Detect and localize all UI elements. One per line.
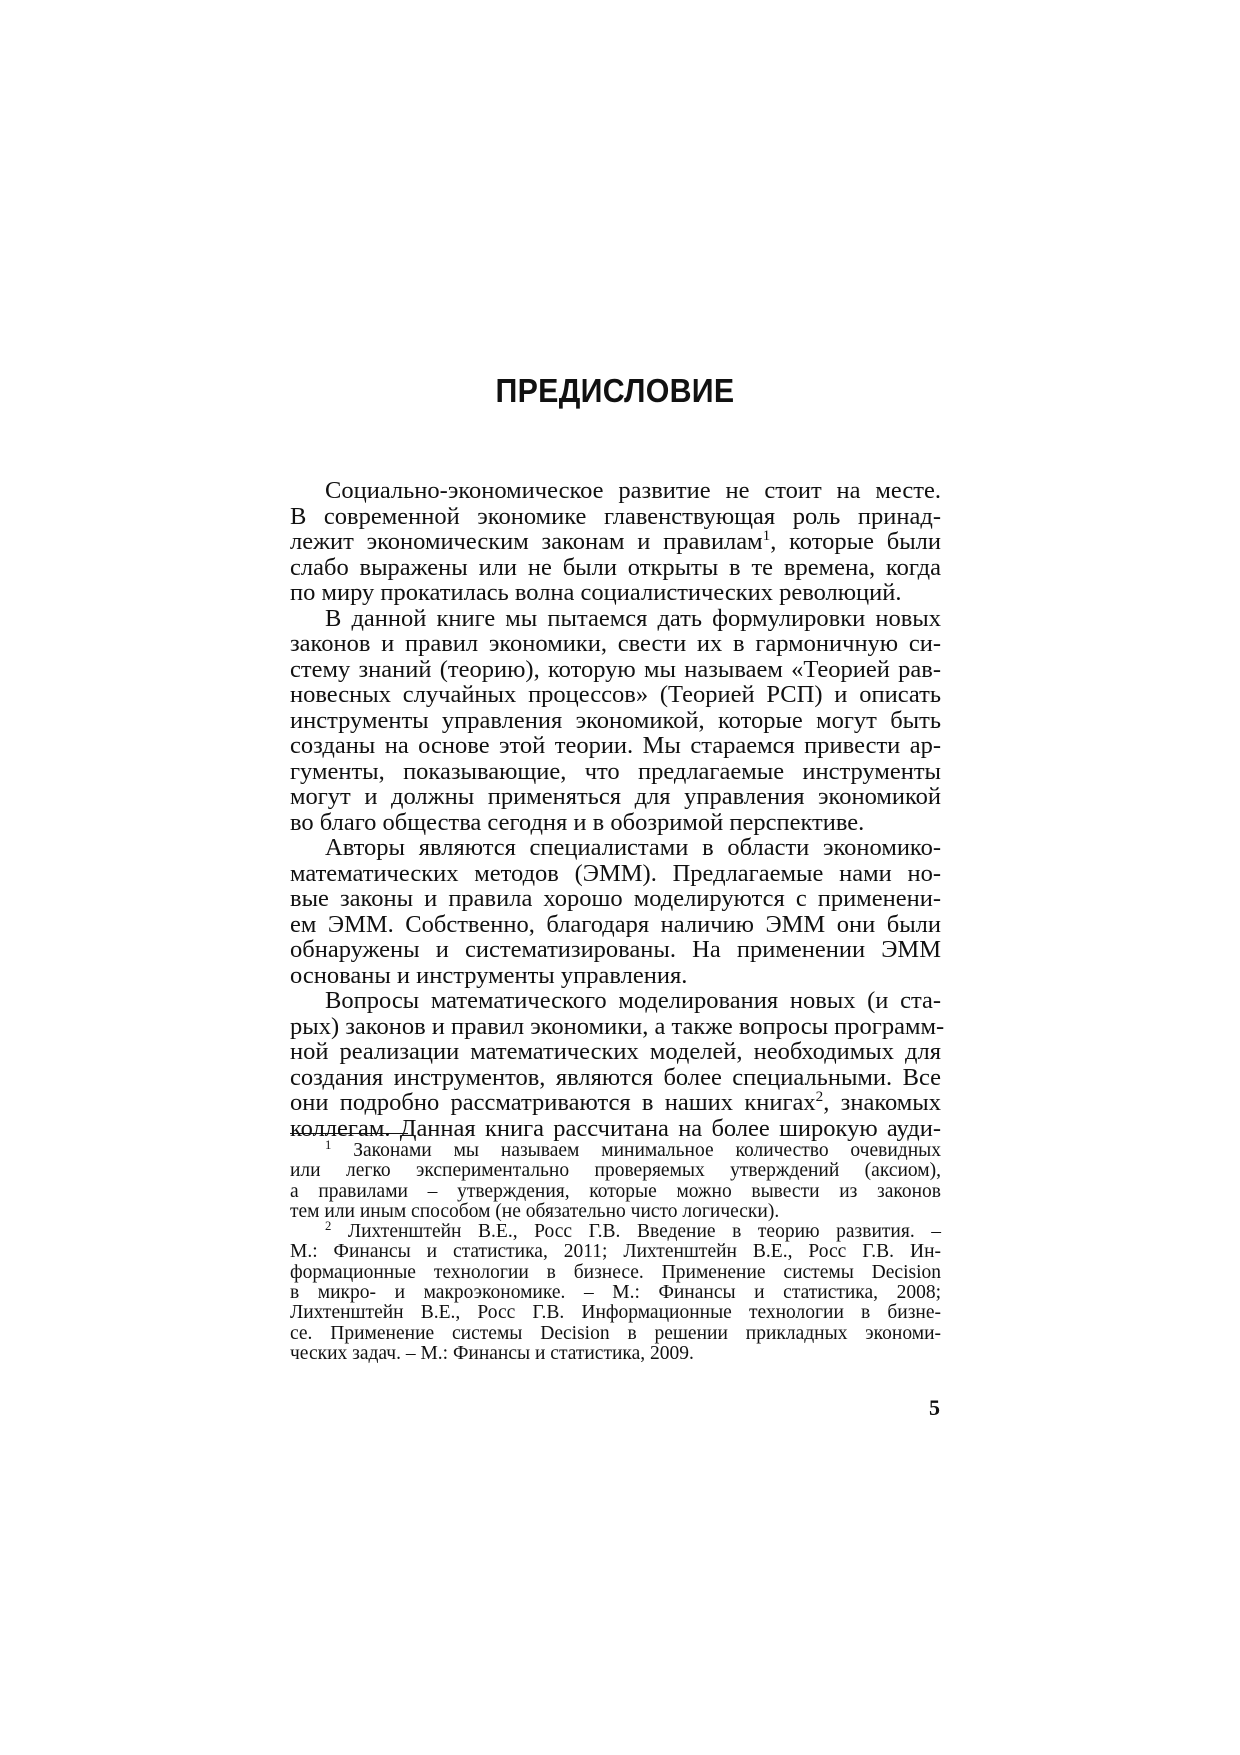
text-line: Вопросы математического моделирования новых (и ста- [325,987,941,1014]
text-line: основаны и инструменты управления. [290,961,688,989]
text-line: созданы на основе этой теории. Мы стараемся привести ар- [290,732,941,759]
text-line: по миру прокатилась волна социалистических революций. [290,579,902,606]
footnote-line: или легко экспериментально проверяемых утверждений (аксиом), [290,1160,941,1182]
text-fragment: лежит экономическим законам и правилам [290,528,763,555]
text-line: во благо общества сегодня и в обозримой перспективе. [290,808,865,836]
footnote-line: се. Применение системы Decision в решении прикладных экономи- [290,1322,941,1344]
text-fragment: , знакомых [823,1089,941,1116]
text-line: обнаружены и систематизированы. На применении ЭММ [290,936,941,963]
footnote-2 [290,1219,941,1243]
footnote-1 [290,1138,941,1161]
footnote-separator [290,1133,408,1134]
footnote-line: ческих задач. – М.: Финансы и статистика, 2009. [290,1342,694,1364]
text-line: Авторы являются специалистами в области экономико- [325,834,941,861]
footnote-ref-1: 1 [762,526,771,544]
footnote-line: Лихтенштейн В.Е., Росс Г.В. Информационные технологии в бизне- [290,1302,941,1324]
text-line: математических методов (ЭММ). Предлагаемые нами но- [290,859,941,887]
text-fragment: Законами мы называем минимальное количество очевидных [331,1140,941,1161]
text-line: могут и должны применяться для управления экономикой [290,783,941,810]
footnote-ref-2: 2 [815,1087,824,1105]
text-line [290,1087,941,1116]
footnote-marker: 2 [325,1219,332,1234]
footnote-line: формационные технологии в бизнесе. Применение системы Decision [290,1261,941,1283]
footnote-line: М.: Финансы и статистика, 2011; Лихтенштейн В.Е., Росс Г.В. Ин- [290,1241,941,1263]
text-line: стему знаний (теорию), которую мы называем «Теорией рав- [290,655,941,683]
footnotes [290,1138,941,1364]
text-line: Социально-экономическое развитие не стоит на месте. [325,477,941,504]
text-line: гументы, показывающие, что предлагаемые инструменты [290,757,941,785]
text-fragment: Лихтенштейн В.Е., Росс Г.В. Введение в теорию развития. – [331,1221,941,1243]
text-line: создания инструментов, являются более специальными. Все [290,1063,941,1091]
text-line: коллегам. Данная книга рассчитана на более широкую ауди- [290,1114,941,1142]
text-line: новесных случайных процессов» (Теорией РСП) и описать [290,681,941,708]
text-line: инструменты управления экономикой, которые могут быть [290,706,941,734]
text-line: В современной экономике главенствующая роль принад- [290,502,941,530]
text-line: ем ЭММ. Собственно, благодаря наличию ЭММ они были [290,910,941,938]
text-line: законов и правил экономики, свести их в гармоничную си- [290,630,941,657]
body-text [290,477,945,1142]
footnote-line: в микро- и макроэкономике. – М.: Финансы и статистика, 2008; [290,1282,941,1304]
text-line: вые законы и правила хорошо моделируются с применени- [290,885,941,912]
text-fragment: они подробно рассматриваются в наших книгах [290,1089,816,1116]
text-line: рых) законов и правил экономики, а также вопросы программ- [290,1012,945,1040]
footnote-line: а правилами – утверждения, которые можно вывести из законов [290,1180,941,1202]
text-fragment: , которые были [770,528,941,555]
footnote-marker: 1 [325,1138,332,1153]
text-line: ной реализации математических моделей, необходимых для [290,1038,941,1065]
page-number: 5 [929,1395,940,1420]
page-title: ПРЕДИСЛОВИЕ [495,372,735,409]
footnote-line: тем или иным способом (не обязательно чисто логически). [290,1200,780,1222]
text-line: слабо выражены или не были открыты в те времена, когда [290,553,941,581]
text-line: В данной книге мы пытаемся дать формулировки новых [325,604,941,632]
text-line [290,526,941,555]
